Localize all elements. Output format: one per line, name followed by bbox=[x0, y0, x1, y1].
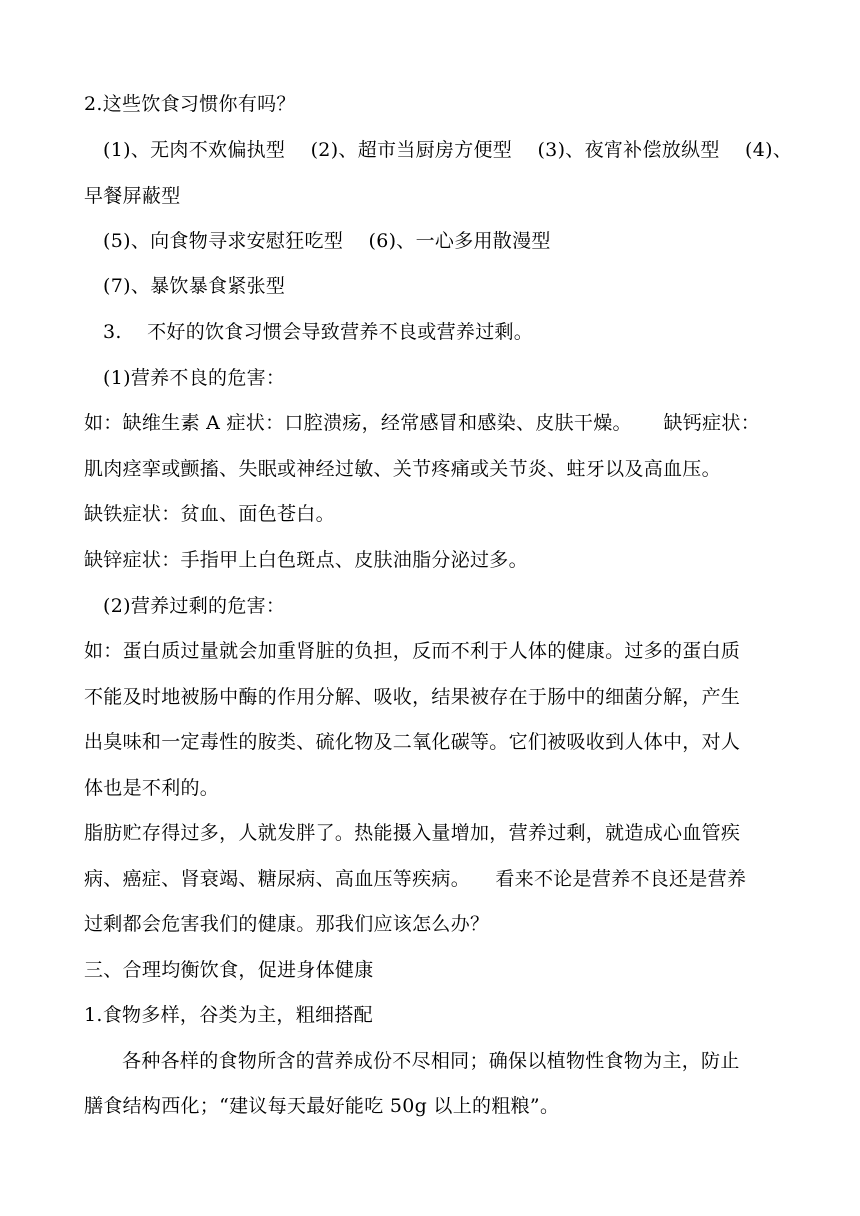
paragraph-protein-line-2: 不能及时地被肠中酶的作用分解、吸收，结果被存在于肠中的细菌分解，产生 bbox=[84, 686, 741, 708]
habit-list-line-4: (7)、暴饮暴食紧张型 bbox=[84, 275, 286, 297]
habit-list-line-2: 早餐屏蔽型 bbox=[84, 185, 181, 207]
habit-list-line-3: (5)、向食物寻求安慰狂吃型 (6)、一心多用散漫型 bbox=[84, 230, 551, 252]
habit-list-line-1: (1)、无肉不欢偏执型 (2)、超市当厨房方便型 (3)、夜宵补偿放纵型 (4)、 bbox=[84, 139, 793, 161]
section-bad-habits-consequence: 3. 不好的饮食习惯会导致营养不良或营养过剩。 bbox=[84, 321, 534, 343]
subheading-food-variety: 1.食物多样，谷类为主，粗细搭配 bbox=[84, 1004, 373, 1026]
paragraph-food-variety-line-2: 膳食结构西化；“建议每天最好能吃 50g 以上的粗粮”。 bbox=[84, 1095, 560, 1117]
paragraph-malnutrition-line-1: 如：缺维生素 A 症状：口腔溃疡，经常感冒和感染、皮肤干燥。 缺钙症状： bbox=[84, 412, 760, 434]
paragraph-protein-line-4: 体也是不利的。 bbox=[84, 777, 220, 799]
section-heading-balanced-diet: 三、合理均衡饮食，促进身体健康 bbox=[84, 959, 374, 981]
subheading-overnutrition-harm: (2)营养过剩的危害： bbox=[84, 595, 286, 617]
paragraph-protein-line-1: 如：蛋白质过量就会加重肾脏的负担，反而不利于人体的健康。过多的蛋白质 bbox=[84, 640, 741, 662]
paragraph-food-variety-line-1: 各种各样的食物所含的营养成份不尽相同；确保以植物性食物为主，防止 bbox=[84, 1050, 740, 1072]
subheading-malnutrition-harm: (1)营养不良的危害： bbox=[84, 367, 286, 389]
paragraph-protein-line-3: 出臭味和一定毒性的胺类、硫化物及二氧化碳等。它们被吸收到人体中，对人 bbox=[84, 731, 741, 753]
paragraph-fat-line-3: 过剩都会危害我们的健康。那我们应该怎么办？ bbox=[84, 913, 490, 935]
heading-eating-habits-question: 2.这些饮食习惯你有吗？ bbox=[84, 93, 296, 115]
paragraph-iron-deficiency: 缺铁症状：贫血、面色苍白。 bbox=[84, 503, 335, 525]
paragraph-malnutrition-line-2: 肌肉痉挛或颤搐、失眠或神经过敏、关节疼痛或关节炎、蛀牙以及高血压。 bbox=[84, 458, 721, 480]
paragraph-zinc-deficiency: 缺锌症状：手指甲上白色斑点、皮肤油脂分泌过多。 bbox=[84, 549, 528, 571]
paragraph-fat-line-1: 脂肪贮存得过多，人就发胖了。热能摄入量增加，营养过剩，就造成心血管疾 bbox=[84, 822, 741, 844]
paragraph-fat-line-2: 病、癌症、肾衰竭、糖尿病、高血压等疾病。 看来不论是营养不良还是营养 bbox=[84, 868, 747, 890]
